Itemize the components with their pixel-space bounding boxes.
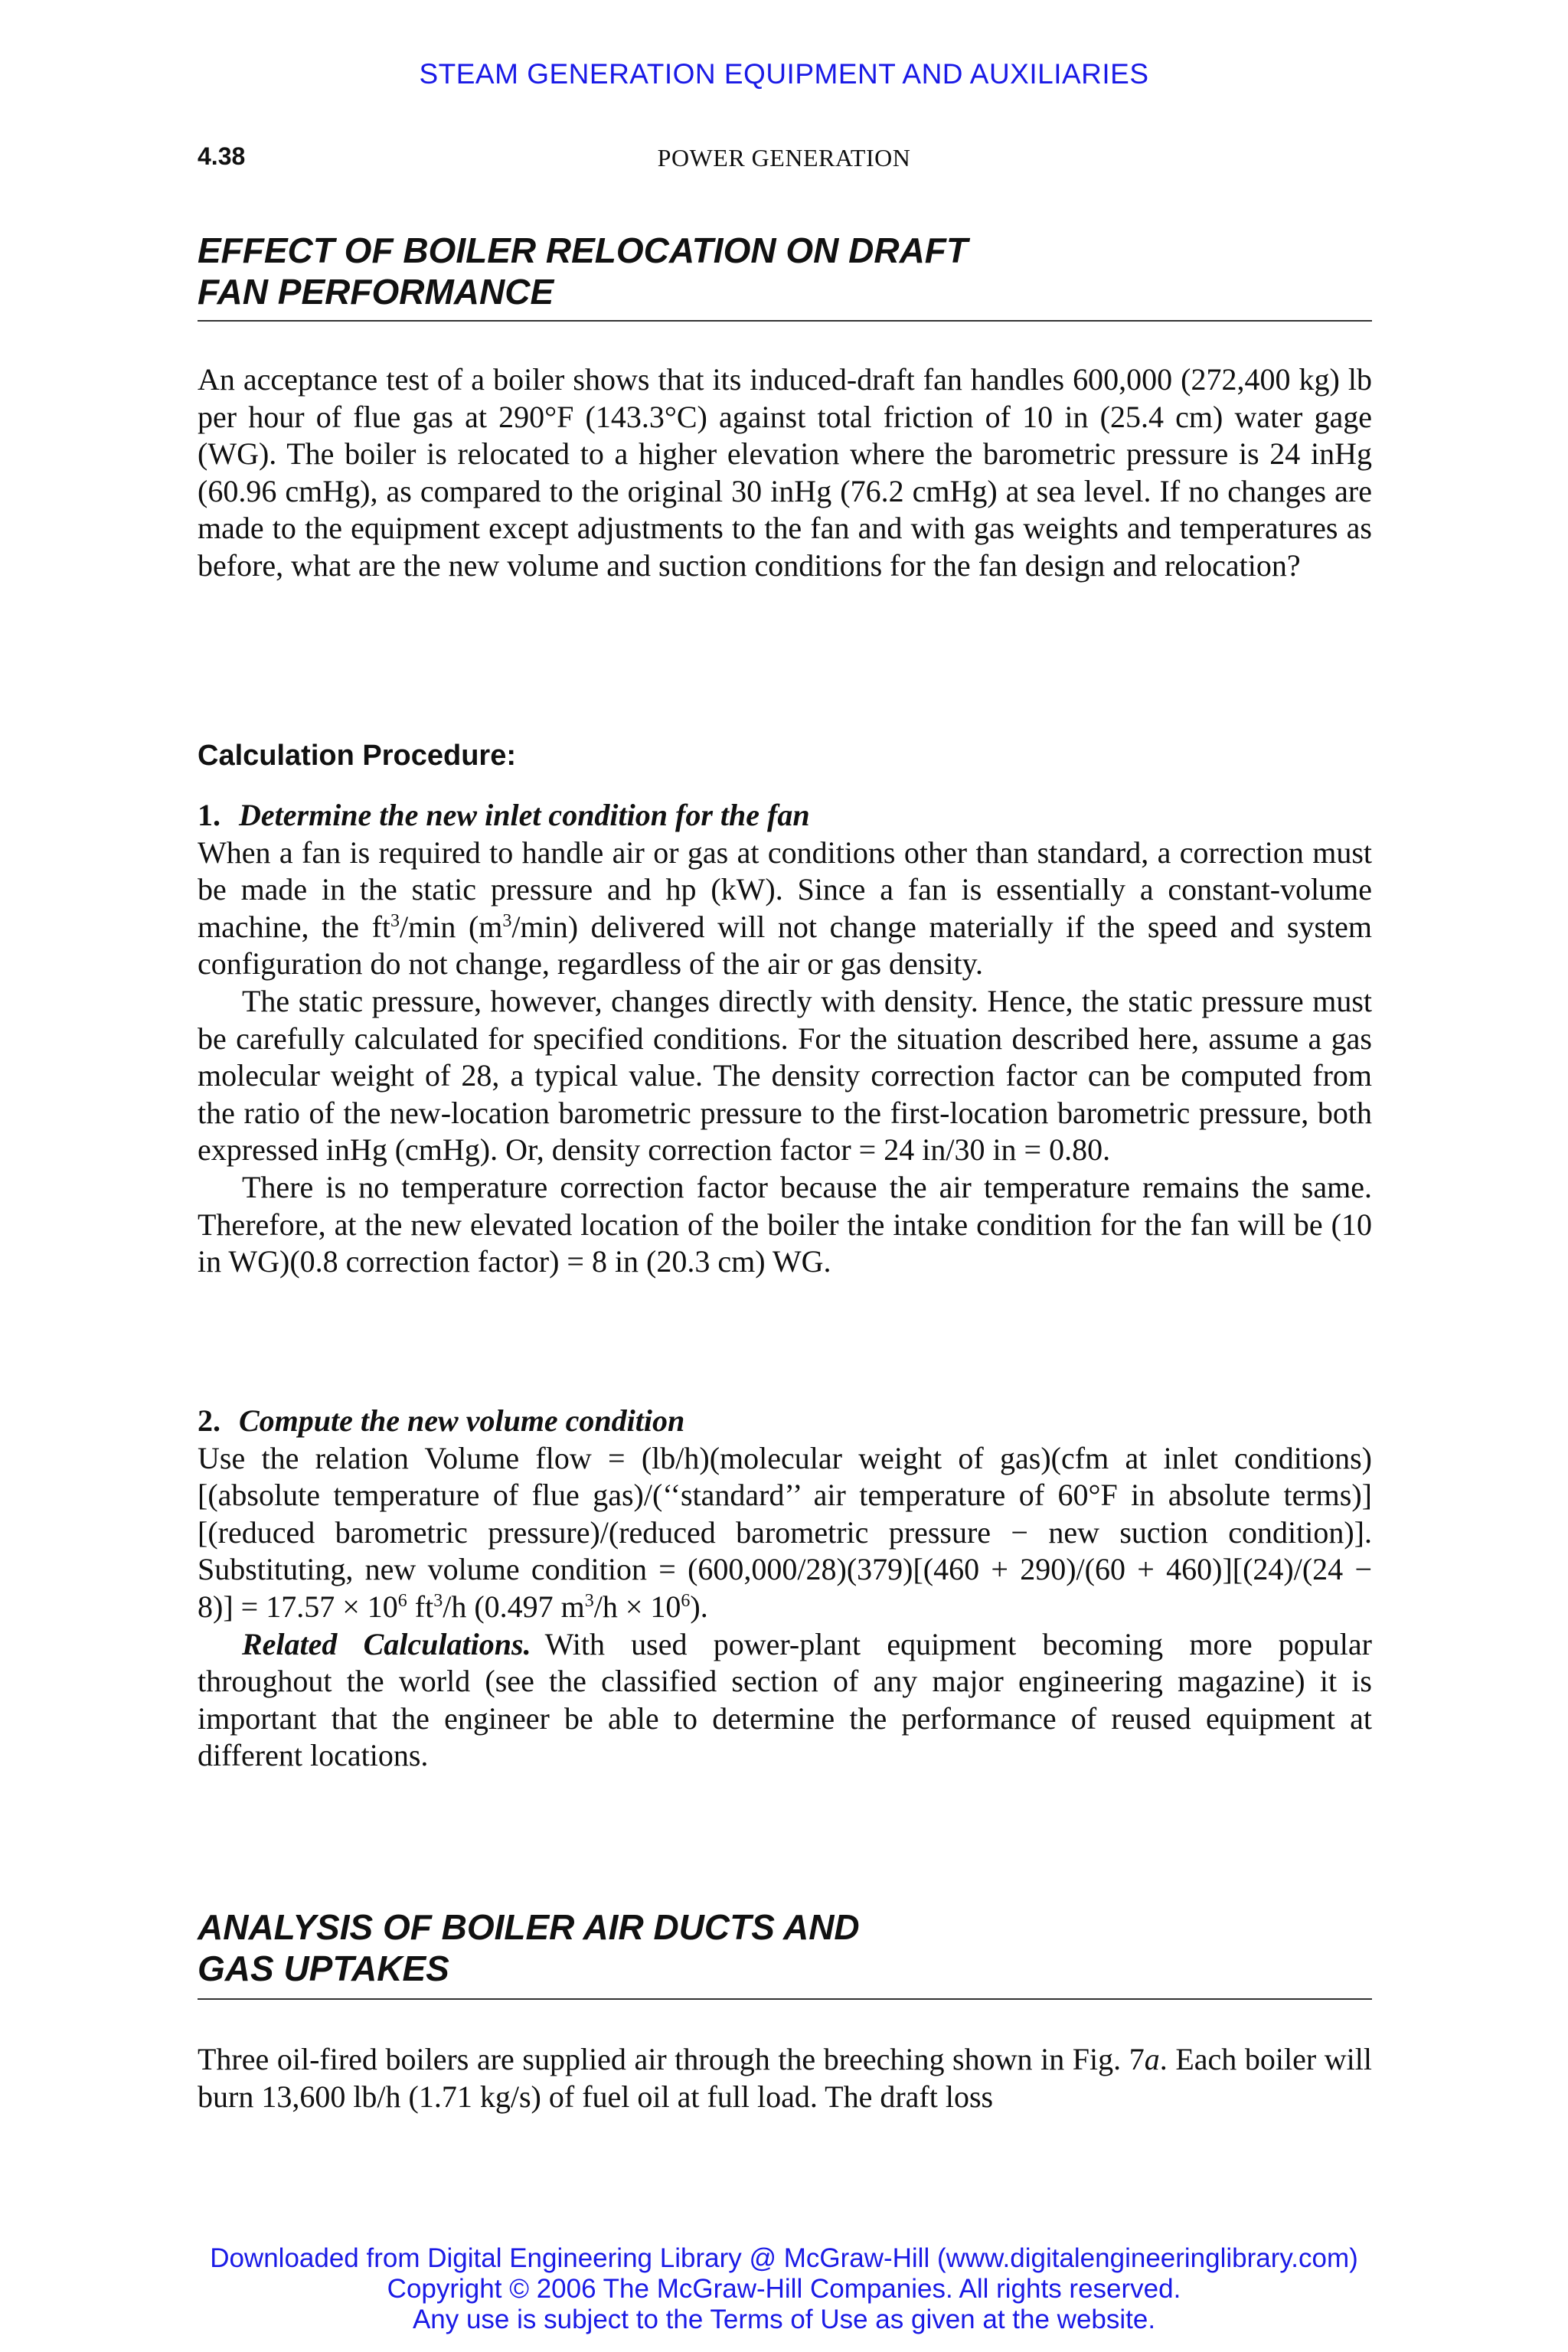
section-title-boiler-relocation: [198, 230, 1372, 312]
step-title: Compute the new volume condition: [239, 1403, 685, 1438]
footer-download-line[interactable]: Downloaded from Digital Engineering Library @ McGraw-Hill (www.digitalengineeringlibrary.com): [210, 2243, 1358, 2273]
step-1-paragraph-1: When a fan is required to handle air or gas at conditions other than standard, a correction must be made in the static pressure and hp (kW). Since a fan is essentially a constant-volume machine, the $ft^3/\min$ $(m^3/\min)$ delivered will not change materially if the speed and system configuration do not change, regardless of the air or gas density.: [198, 835, 1372, 982]
step-title: Determine the new inlet condition for the fan: [239, 798, 810, 832]
section-2-body: [198, 2041, 1372, 2115]
step-number: 2.: [198, 1403, 220, 1438]
problem-statement: [198, 361, 1372, 585]
step-2: [198, 1403, 1372, 1775]
section-2-paragraph: Three oil-fired boilers are supplied air through the breeching shown in Fig. 7a. Each boiler will burn 13,600 lb/h (1.71 kg/s) of fuel oil at full load. The draft loss: [198, 2042, 1373, 2114]
step-1-paragraph-3: There is no temperature correction factor because the air temperature remains the same. Therefore, at the new elevated location of the boiler the intake condition for the fan will be (10 in WG)(0.8 correction factor) = 8 in (20.3 cm) WG.: [198, 1169, 1372, 1279]
step-2-paragraph-1: Use the relation Volume flow = (lb/h)(molecular weight of gas)(cfm at inlet conditions)[(absolute temperature of flue gas)/(‘‘standard’’ air temperature of 60°F in absolute terms)][(reduced barometric pressure)/(reduced barometric pressure − new suction condition)]. Substituting, new volume condition = $(600,000/28)(379)[(460 + 290)/(60 + 460)][(24)/(24 - 8)] = 17.57 \times 10^6$ $ft^3/h$ (0.497 $m^3/h \times 10^6$).: [198, 1440, 1372, 1624]
section-title-line: FAN PERFORMANCE: [198, 272, 554, 312]
section-title-air-ducts: [198, 1906, 1372, 1989]
section-rule: [198, 1998, 1372, 2000]
section-title-line: ANALYSIS OF BOILER AIR DUCTS AND: [198, 1907, 860, 1947]
step-1-heading: [198, 797, 1372, 835]
running-head: STEAM GENERATION EQUIPMENT AND AUXILIARIES: [419, 58, 1149, 90]
related-calculations-label: Related Calculations.: [242, 1626, 531, 1661]
book-title: POWER GENERATION: [657, 144, 911, 172]
step-number: 1.: [198, 798, 220, 832]
step-1: [198, 797, 1372, 1281]
section-rule: [198, 320, 1372, 322]
calculation-procedure-heading: Calculation Procedure:: [198, 740, 516, 772]
problem-paragraph: An acceptance test of a boiler shows that its induced-draft fan handles 600,000 (272,400 kg) lb per hour of flue gas at 290°F (143.3°C) against total friction of 10 in (25.4 cm) water gage (WG). The boiler is relocated to a higher elevation where the barometric pressure is 24 inHg (60.96 cmHg), as compared to the original 30 inHg (76.2 cmHg) at sea level. If no changes are made to the equipment except adjustments to the fan and with gas weights and temperatures as before, what are the new volume and suction conditions for the fan design and relocation?: [198, 362, 1372, 583]
section-title-line: GAS UPTAKES: [198, 1949, 449, 1988]
related-calculations-paragraph: Related Calculations. With used power-plant equipment becoming more popular throughout the world (see the classified section of any major engineering magazine) it is important that the engineer be able to determine the performance of reused equipment at different locations.: [198, 1626, 1372, 1773]
section-title-line: EFFECT OF BOILER RELOCATION ON DRAFT: [198, 230, 968, 270]
step-1-paragraph-2: The static pressure, however, changes directly with density. Hence, the static pressure must be carefully calculated for specified conditions. For the situation described here, assume a gas molecular weight of 28, a typical value. The density correction factor can be computed from the ratio of the new-location barometric pressure to the first-location barometric pressure, both expressed inHg (cmHg). Or, density correction factor = 24 in/30 in = 0.80.: [198, 983, 1372, 1168]
footer-copyright-line: Copyright © 2006 The McGraw-Hill Companies. All rights reserved.: [387, 2274, 1181, 2304]
footer-terms-line[interactable]: Any use is subject to the Terms of Use as given at the website.: [412, 2305, 1156, 2334]
step-2-heading: [198, 1403, 1372, 1440]
copyright-footer: [0, 2243, 1568, 2335]
page-number: 4.38: [198, 142, 246, 170]
